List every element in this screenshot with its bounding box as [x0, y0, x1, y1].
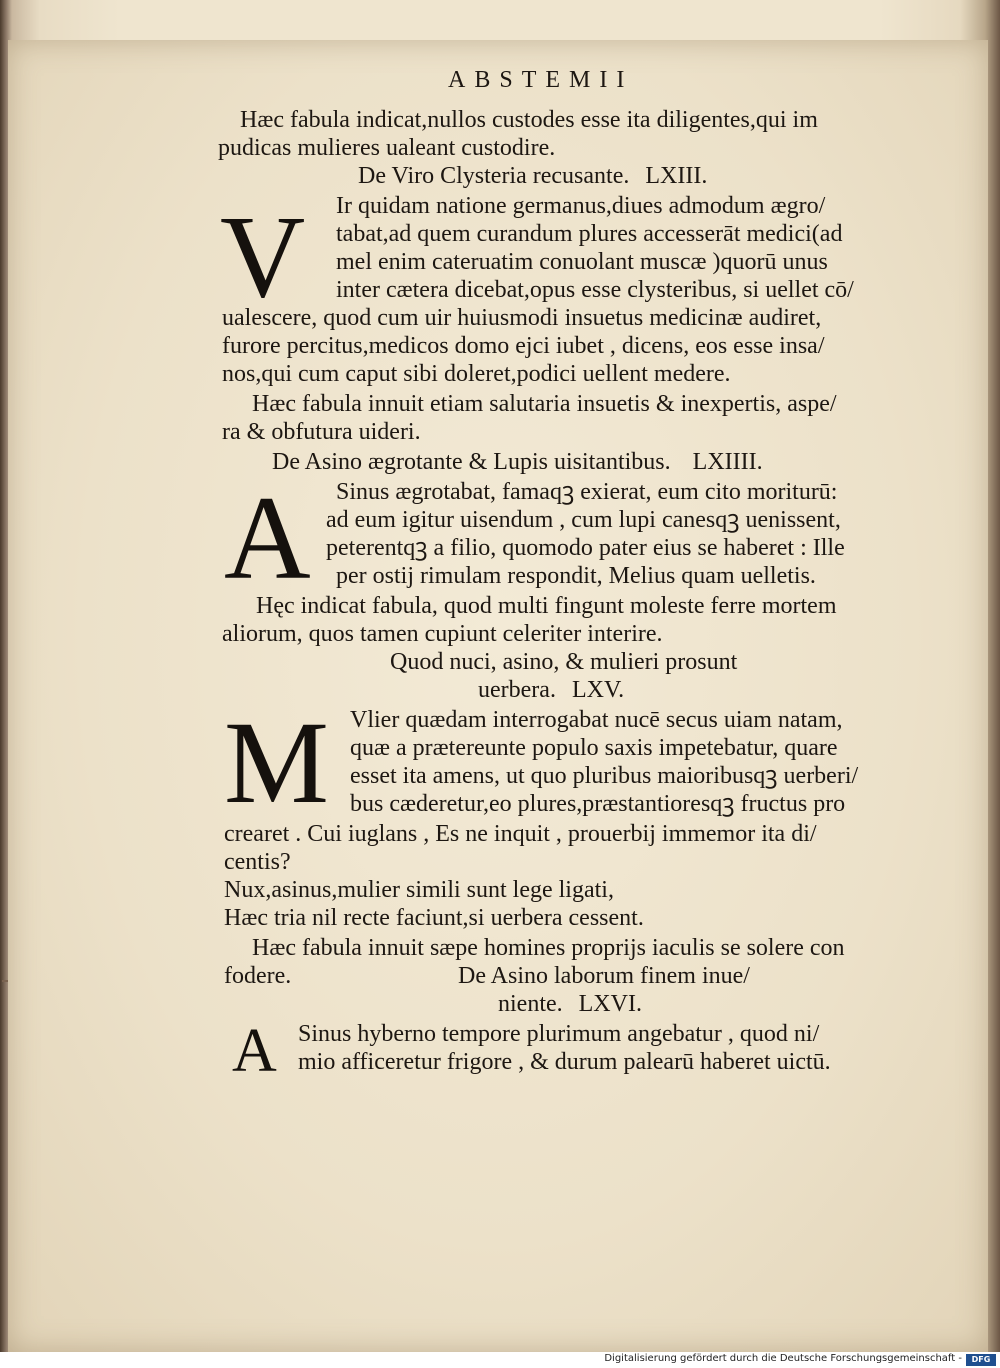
- moral-line: Hęc indicat fabula, quod multi fingunt moleste ferre mortem: [256, 593, 837, 619]
- body-line: Sinus hyberno tempore plurimum angebatur , quod ni/: [298, 1021, 820, 1047]
- fable-number: LXVI.: [578, 991, 642, 1017]
- body-line: ad eum igitur uisendum , cum lupi canesqꝫ uenissent,: [326, 507, 841, 533]
- fable-title-text: niente.: [498, 991, 563, 1017]
- body-line: inter cætera dicebat,opus esse clysteribus, si uellet cō/: [336, 277, 854, 303]
- moral-line: Hæc fabula indicat,nullos custodes esse ita diligentes,qui im: [240, 107, 818, 133]
- moral-line: Hæc fabula innuit etiam salutaria insuetis & inexpertis, aspe/: [252, 391, 837, 417]
- drop-cap-initial: A: [224, 471, 311, 604]
- body-line: Vlier quædam interrogabat nucē secus uiam natam,: [350, 707, 843, 733]
- verse-line: Nux,asinus,mulier simili sunt lege ligati,: [224, 877, 614, 903]
- page-text: [8, 40, 988, 1352]
- body-line: nos,qui cum caput sibi doleret,podici uellent medere.: [222, 361, 731, 387]
- fable-title-text: uerbera.: [478, 677, 556, 703]
- body-line: per ostij rimulam respondit, Melius quam uelletis.: [336, 563, 816, 589]
- fable-number: LXIII.: [645, 163, 708, 189]
- moral-line: fodere.: [224, 963, 292, 989]
- fable-number: LXV.: [571, 677, 625, 703]
- body-line: centis?: [224, 849, 291, 875]
- running-header: ABSTEMII: [448, 67, 634, 93]
- fable-title: [478, 676, 624, 704]
- drop-cap-initial: V: [220, 191, 306, 322]
- body-line: esset ita amens, ut quo pluribus maioribusqꝫ uerberi/: [350, 763, 859, 789]
- footer-credit: Digitalisierung gefördert durch die Deutsche Forschungsgemeinschaft -: [604, 1353, 962, 1364]
- fable-title: [272, 448, 763, 476]
- fable-title: De Asino laborum finem inue/: [458, 963, 750, 989]
- body-line: furore percitus,medicos domo ejci iubet , dicens, eos esse insa/: [222, 333, 825, 359]
- drop-cap-initial: M: [224, 697, 329, 828]
- drop-cap-initial: A: [232, 1017, 277, 1085]
- dfg-logo-icon[interactable]: DFG: [966, 1354, 996, 1366]
- fable-title: [358, 162, 707, 190]
- body-line: mel enim cateruatim conuolant muscæ )quorū unus: [336, 249, 828, 275]
- footer-bar: [0, 1352, 1000, 1368]
- moral-line: pudicas mulieres ualeant custodire.: [218, 135, 556, 161]
- fable-title: Quod nuci, asino, & mulieri prosunt: [390, 649, 738, 675]
- body-line: mio afficeretur frigore , & durum palearū haberet uictū.: [298, 1049, 831, 1075]
- moral-line: ra & obfutura uideri.: [222, 419, 421, 445]
- fable-title-text: De Viro Clysteria recusante.: [358, 163, 630, 189]
- book-page: [8, 40, 988, 1352]
- fable-title: [498, 990, 642, 1018]
- body-line: tabat,ad quem curandum plures accesserāt medici(ad: [336, 221, 843, 247]
- body-line: peterentqꝫ a filio, quomodo pater eius se haberet : Ille: [326, 535, 845, 561]
- body-line: quæ a prætereunte populo saxis impetebatur, quare: [350, 735, 838, 761]
- fable-number: LXIIII.: [692, 449, 763, 475]
- body-line: ualescere, quod cum uir huiusmodi insuetus medicinæ audiret,: [222, 305, 822, 331]
- body-line: Ir quidam natione germanus,diues admodum ægro/: [336, 193, 826, 219]
- verse-line: Hæc tria nil recte faciunt,si uerbera cessent.: [224, 905, 644, 931]
- body-line: crearet . Cui iuglans , Es ne inquit , prouerbij immemor ita di/: [224, 821, 817, 847]
- body-line: bus cæderetur,eo plures,præstantioresqꝫ fructus pro: [350, 791, 846, 817]
- fable-title-text: De Asino ægrotante & Lupis uisitantibus.: [272, 449, 671, 475]
- body-line: Sinus ægrotabat, famaqꝫ exierat, eum cito moriturū:: [336, 479, 838, 505]
- moral-line: Hæc fabula innuit sæpe homines proprijs iaculis se solere con: [252, 935, 845, 961]
- moral-line: aliorum, quos tamen cupiunt celeriter interire.: [222, 621, 663, 647]
